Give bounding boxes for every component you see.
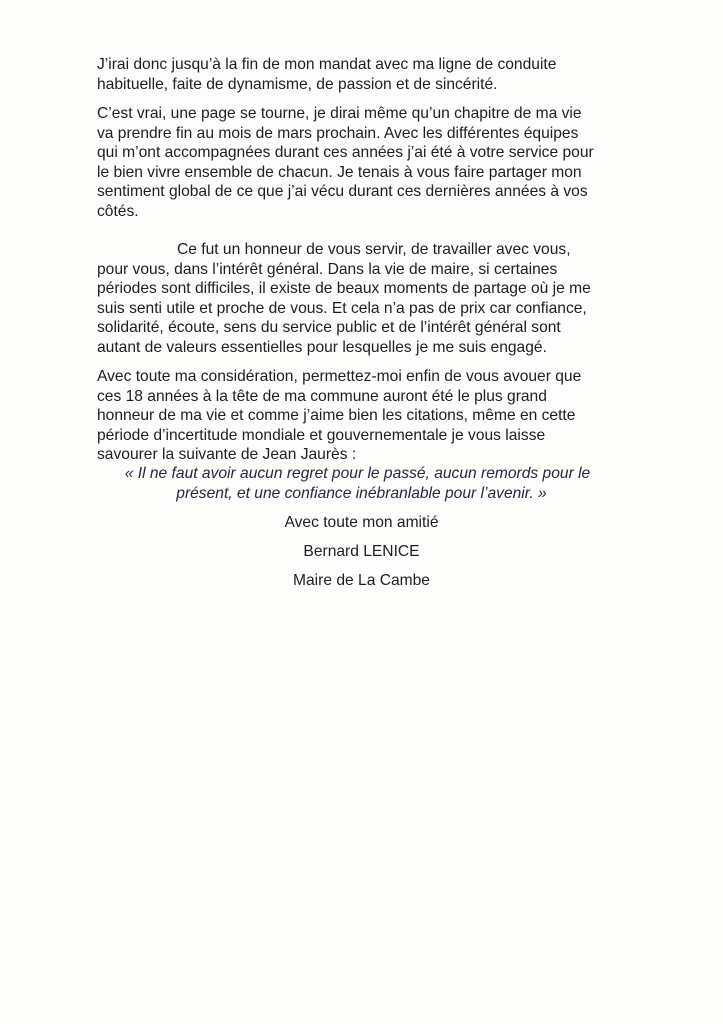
text-line: savourer la suivante de Jean Jaurès :	[97, 446, 357, 463]
text-line: le bien vivre ensemble de chacun. Je tenais à vous faire partager mon	[97, 163, 582, 181]
text-line: autant de valeurs essentielles pour lesquelles je me suis engagé.	[97, 338, 547, 356]
text-line: périodes sont difficiles, il existe de beaux moments de partage où je me	[97, 280, 591, 297]
text-line: Ce fut un honneur de vous servir, de travailler avec vous,	[177, 241, 571, 258]
jaures-quote	[0, 464, 723, 503]
text-line: côtés.	[97, 202, 139, 220]
text-line: habituelle, faite de dynamisme, de passion et de sincérité.	[97, 75, 498, 93]
signatory-name: Bernard LENICE	[303, 543, 420, 560]
text-line: C’est vrai, une page se tourne, je dirai même qu’un chapitre de ma vie	[97, 105, 582, 122]
paragraph-chapter	[97, 104, 657, 221]
text-line: suis senti utile et proche de vous. Et cela n’a pas de prix car confiance,	[97, 299, 587, 317]
text-line: J’irai donc jusqu’à la fin de mon mandat avec ma ligne de conduite	[97, 56, 557, 73]
closing-salutation: Avec toute mon amitié	[284, 514, 439, 531]
text-line: qui m’ont accompagnées durant ces années j’ai été à votre service pour	[97, 144, 594, 161]
text-line: ces 18 années à la tête de ma commune auront été le plus grand	[97, 387, 547, 405]
quote-line: « Il ne faut avoir aucun regret pour le passé, aucun remords pour le	[124, 465, 591, 482]
text-line: sentiment global de ce que j’ai vécu durant ces dernières années à vos	[97, 183, 588, 200]
text-line: pour vous, dans l’intérêt général. Dans la vie de maire, si certaines	[97, 260, 558, 278]
text-line: va prendre fin au mois de mars prochain. Avec les différentes équipes	[97, 124, 579, 142]
text-line: solidarité, écoute, sens du service public et de l’intérêt général sont	[97, 319, 561, 336]
quote-line: présent, et une confiance inébranlable pour l’avenir. »	[176, 484, 547, 502]
text-line: Avec toute ma considération, permettez-moi enfin de vous avouer que	[97, 368, 582, 385]
signatory-title: Maire de La Cambe	[293, 572, 430, 589]
text-line: période d’incertitude mondiale et gouvernementale je vous laisse	[97, 426, 546, 444]
paragraph-honour	[97, 240, 657, 357]
paragraph-mandate	[97, 55, 657, 94]
paragraph-consideration	[97, 367, 657, 465]
text-line: honneur de ma vie et comme j’aime bien les citations, même en cette	[97, 407, 576, 424]
